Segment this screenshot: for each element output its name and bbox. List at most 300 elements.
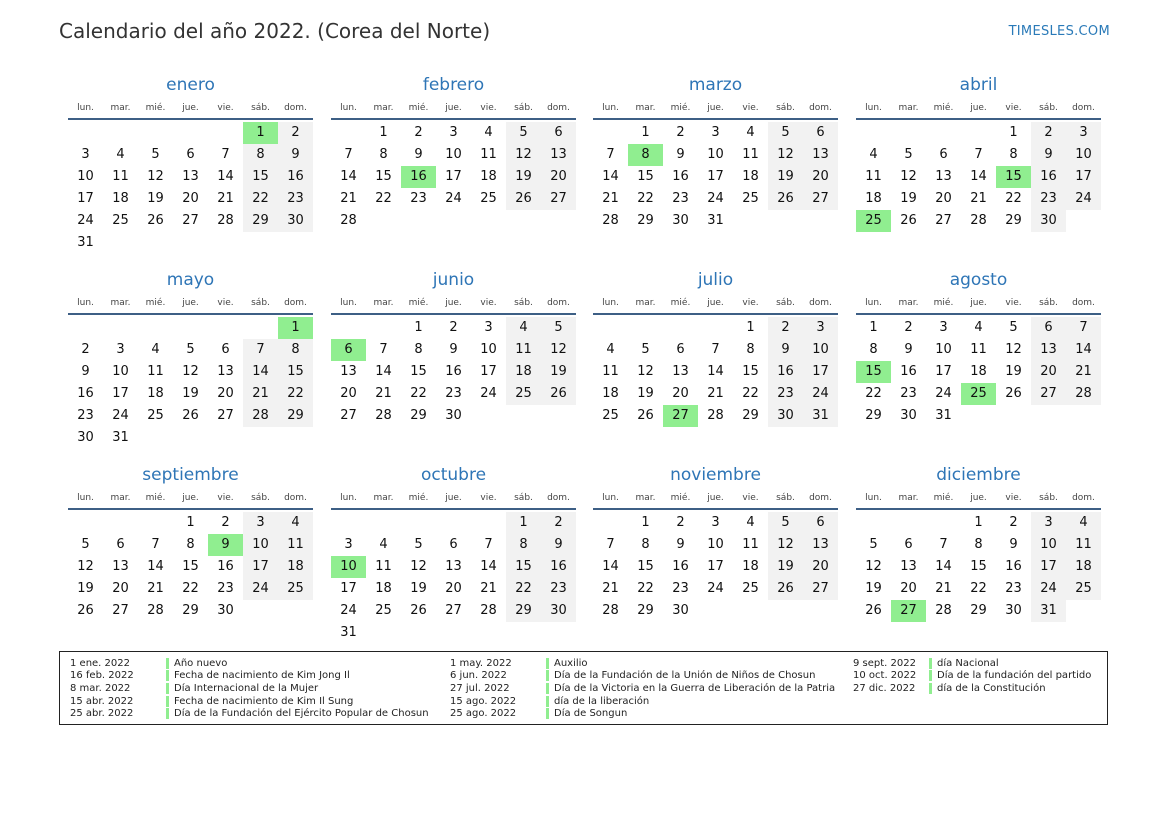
weekday-label: dom. <box>1072 493 1095 503</box>
weekday-label: lun. <box>865 103 882 113</box>
day-cell: 9 <box>278 144 313 166</box>
day-cell: 21 <box>1066 361 1101 383</box>
day-cell: 7 <box>974 147 983 162</box>
day-cell: 5 <box>151 147 160 162</box>
day-cell: 19 <box>77 581 94 596</box>
day-cell: 29 <box>278 405 313 427</box>
day-cell: 29 <box>506 600 541 622</box>
day-cell: 28 <box>970 213 987 228</box>
day-cell: 24 <box>243 578 278 600</box>
day-cell: 17 <box>112 386 129 401</box>
day-cell: 20 <box>217 386 234 401</box>
day-cell: 16 <box>1031 166 1066 188</box>
legend-date: 15 ago. 2022 <box>450 695 517 707</box>
day-cell: 17 <box>1066 166 1101 188</box>
day-cell: 20 <box>803 166 838 188</box>
month-name: diciembre <box>936 465 1021 485</box>
legend-date: 6 jun. 2022 <box>450 670 507 682</box>
day-cell: 29 <box>1005 213 1022 228</box>
day-cell: 6 <box>186 147 195 162</box>
legend-name: Año nuevo <box>174 657 228 669</box>
day-cell: 17 <box>480 364 497 379</box>
day-cell: 16 <box>278 166 313 188</box>
day-cell: 17 <box>935 364 952 379</box>
page-title: Calendario del año 2022. (Corea del Norte) <box>59 19 491 43</box>
day-cell: 10 <box>707 537 724 552</box>
legend-row <box>450 707 835 720</box>
weekday-header <box>856 295 1101 311</box>
legend-name: Día de la Fundación del Ejército Popular de Chosun <box>174 708 429 720</box>
day-cell: 28 <box>147 603 164 618</box>
day-cell: 26 <box>147 213 164 228</box>
holiday-day-cell: 15 <box>996 166 1031 188</box>
day-cell: 15 <box>637 169 654 184</box>
month-noviembre <box>593 464 838 622</box>
day-cell: 3 <box>1031 512 1066 534</box>
day-cell: 13 <box>803 144 838 166</box>
day-cell: 15 <box>970 559 987 574</box>
day-cell: 17 <box>803 361 838 383</box>
weekday-label: jue. <box>445 493 462 503</box>
day-cell: 9 <box>1009 537 1018 552</box>
day-cell: 21 <box>243 383 278 405</box>
weekday-label: dom. <box>284 103 307 113</box>
day-cell: 14 <box>243 361 278 383</box>
weekday-label: mar. <box>110 298 131 308</box>
month-name: junio <box>432 270 475 290</box>
day-cell: 19 <box>637 386 654 401</box>
day-cell: 8 <box>974 537 983 552</box>
day-cell: 3 <box>711 515 720 530</box>
weekday-label: sáb. <box>1039 298 1058 308</box>
day-cell: 7 <box>243 339 278 361</box>
day-cell: 16 <box>900 364 917 379</box>
day-cell: 26 <box>506 188 541 210</box>
day-cell: 17 <box>707 169 724 184</box>
day-grid <box>68 122 313 254</box>
day-cell: 19 <box>541 361 576 383</box>
weekday-label: mié. <box>145 298 166 308</box>
day-cell: 23 <box>1005 581 1022 596</box>
legend-marker <box>546 683 549 694</box>
weekday-label: lun. <box>865 298 882 308</box>
day-cell: 21 <box>480 581 497 596</box>
weekday-label: dom. <box>809 493 832 503</box>
month-agosto <box>856 269 1101 427</box>
weekday-label: mié. <box>670 493 691 503</box>
day-cell: 31 <box>340 625 357 640</box>
month-febrero <box>331 74 576 232</box>
day-grid <box>593 122 838 232</box>
day-cell: 8 <box>243 144 278 166</box>
day-cell: 23 <box>768 383 803 405</box>
day-cell: 3 <box>939 320 948 335</box>
legend-marker <box>546 658 549 669</box>
day-cell: 19 <box>410 581 427 596</box>
legend-row <box>70 682 429 695</box>
holiday-day-cell: 1 <box>278 317 313 339</box>
day-cell: 20 <box>340 386 357 401</box>
day-cell: 2 <box>676 125 685 140</box>
day-cell: 22 <box>637 191 654 206</box>
weekday-label: jue. <box>445 298 462 308</box>
day-cell: 7 <box>379 342 388 357</box>
day-cell: 29 <box>637 213 654 228</box>
weekday-label: lun. <box>77 493 94 503</box>
day-cell: 26 <box>768 188 803 210</box>
weekday-label: dom. <box>547 103 570 113</box>
month-name: agosto <box>949 270 1008 290</box>
day-cell: 23 <box>1031 188 1066 210</box>
day-cell: 26 <box>410 603 427 618</box>
day-cell: 22 <box>243 188 278 210</box>
day-cell: 14 <box>707 364 724 379</box>
weekday-label: lun. <box>602 298 619 308</box>
legend-marker <box>166 696 169 707</box>
month-rule <box>856 118 1101 120</box>
day-cell: 28 <box>480 603 497 618</box>
legend-marker <box>166 683 169 694</box>
day-cell: 23 <box>672 581 689 596</box>
day-cell: 7 <box>221 147 230 162</box>
day-cell: 14 <box>602 169 619 184</box>
weekday-label: sáb. <box>251 103 270 113</box>
day-cell: 22 <box>278 383 313 405</box>
day-cell: 12 <box>900 169 917 184</box>
day-cell: 18 <box>742 169 759 184</box>
day-cell: 16 <box>768 361 803 383</box>
day-cell: 25 <box>1066 578 1101 600</box>
legend-date: 1 ene. 2022 <box>70 657 130 669</box>
day-cell: 13 <box>541 144 576 166</box>
day-cell: 3 <box>344 537 353 552</box>
day-cell: 6 <box>803 512 838 534</box>
day-cell: 10 <box>480 342 497 357</box>
day-cell: 28 <box>243 405 278 427</box>
day-cell: 15 <box>375 169 392 184</box>
day-cell: 8 <box>414 342 423 357</box>
day-cell: 19 <box>768 166 803 188</box>
month-rule <box>593 508 838 510</box>
day-cell: 31 <box>935 408 952 423</box>
day-cell: 1 <box>746 320 755 335</box>
day-cell: 21 <box>375 386 392 401</box>
day-cell: 21 <box>707 386 724 401</box>
day-cell: 27 <box>112 603 129 618</box>
day-cell: 31 <box>803 405 838 427</box>
weekday-label: mié. <box>145 103 166 113</box>
day-cell: 12 <box>637 364 654 379</box>
legend-marker <box>929 683 932 694</box>
day-grid <box>856 317 1101 427</box>
day-cell: 7 <box>1066 317 1101 339</box>
day-cell: 8 <box>746 342 755 357</box>
day-cell: 30 <box>1005 603 1022 618</box>
day-cell: 4 <box>484 125 493 140</box>
holiday-day-cell: 9 <box>208 534 243 556</box>
day-cell: 12 <box>506 144 541 166</box>
day-cell: 1 <box>641 515 650 530</box>
day-cell: 7 <box>606 537 615 552</box>
day-cell: 26 <box>637 408 654 423</box>
month-rule <box>856 313 1101 315</box>
day-cell: 11 <box>742 147 759 162</box>
legend-marker <box>166 670 169 681</box>
weekday-label: lun. <box>77 103 94 113</box>
day-cell: 30 <box>541 600 576 622</box>
day-cell: 6 <box>904 537 913 552</box>
day-cell: 4 <box>869 147 878 162</box>
day-cell: 2 <box>541 512 576 534</box>
legend-date: 15 abr. 2022 <box>70 695 134 707</box>
day-cell: 5 <box>869 537 878 552</box>
day-cell: 16 <box>672 169 689 184</box>
day-cell: 24 <box>1031 578 1066 600</box>
day-cell: 29 <box>410 408 427 423</box>
day-cell: 23 <box>410 191 427 206</box>
legend-name: Día de la fundación del partido <box>937 670 1092 682</box>
day-cell: 27 <box>935 213 952 228</box>
day-cell: 29 <box>182 603 199 618</box>
day-cell: 4 <box>746 125 755 140</box>
day-cell: 28 <box>707 408 724 423</box>
day-cell: 11 <box>1066 534 1101 556</box>
legend-marker <box>546 696 549 707</box>
holiday-day-cell: 15 <box>856 361 891 383</box>
day-cell: 27 <box>803 578 838 600</box>
day-cell: 11 <box>865 169 882 184</box>
weekday-label: sáb. <box>1039 103 1058 113</box>
day-cell: 5 <box>414 537 423 552</box>
day-cell: 4 <box>746 515 755 530</box>
day-cell: 20 <box>935 191 952 206</box>
day-cell: 10 <box>803 339 838 361</box>
day-cell: 22 <box>506 578 541 600</box>
day-cell: 4 <box>606 342 615 357</box>
legend-date: 27 jul. 2022 <box>450 682 510 694</box>
day-cell: 26 <box>900 213 917 228</box>
day-cell: 17 <box>445 169 462 184</box>
day-grid <box>331 317 576 427</box>
day-cell: 19 <box>1005 364 1022 379</box>
weekday-label: dom. <box>809 298 832 308</box>
legend-date: 9 sept. 2022 <box>853 657 916 669</box>
day-cell: 2 <box>768 317 803 339</box>
day-cell: 26 <box>865 603 882 618</box>
weekday-label: dom. <box>547 493 570 503</box>
day-cell: 25 <box>742 581 759 596</box>
day-cell: 24 <box>935 386 952 401</box>
day-cell: 9 <box>449 342 458 357</box>
day-cell: 8 <box>186 537 195 552</box>
legend-row <box>853 682 1091 695</box>
day-cell: 21 <box>602 191 619 206</box>
legend-marker <box>546 670 549 681</box>
day-cell: 1 <box>869 320 878 335</box>
legend-row <box>450 695 835 708</box>
day-cell: 18 <box>1066 556 1101 578</box>
day-cell: 12 <box>768 144 803 166</box>
weekday-label: vie. <box>742 298 759 308</box>
site-link[interactable]: TIMESLES.COM <box>1008 24 1110 39</box>
day-cell: 8 <box>641 537 650 552</box>
weekday-label: dom. <box>1072 103 1095 113</box>
weekday-label: sáb. <box>514 493 533 503</box>
month-rule <box>856 508 1101 510</box>
month-rule <box>593 118 838 120</box>
day-cell: 13 <box>182 169 199 184</box>
day-cell: 30 <box>278 210 313 232</box>
weekday-label: jue. <box>182 298 199 308</box>
day-cell: 16 <box>445 364 462 379</box>
day-cell: 1 <box>641 125 650 140</box>
day-grid <box>593 317 838 427</box>
day-cell: 24 <box>480 386 497 401</box>
weekday-label: dom. <box>547 298 570 308</box>
day-cell: 29 <box>243 210 278 232</box>
day-cell: 4 <box>1066 512 1101 534</box>
day-cell: 12 <box>77 559 94 574</box>
weekday-label: vie. <box>217 493 234 503</box>
holiday-day-cell: 27 <box>891 600 926 622</box>
weekday-label: dom. <box>284 493 307 503</box>
weekday-label: mié. <box>933 298 954 308</box>
legend-row <box>70 707 429 720</box>
weekday-header <box>331 295 576 311</box>
day-cell: 17 <box>707 559 724 574</box>
day-cell: 2 <box>1009 515 1018 530</box>
month-rule <box>331 313 576 315</box>
weekday-label: mar. <box>898 493 919 503</box>
day-cell: 15 <box>637 559 654 574</box>
day-cell: 14 <box>375 364 392 379</box>
weekday-label: vie. <box>1005 103 1022 113</box>
weekday-label: sáb. <box>776 493 795 503</box>
day-cell: 14 <box>602 559 619 574</box>
day-cell: 12 <box>541 339 576 361</box>
day-cell: 28 <box>602 603 619 618</box>
day-cell: 28 <box>602 213 619 228</box>
day-cell: 9 <box>676 147 685 162</box>
day-cell: 28 <box>340 213 357 228</box>
day-cell: 4 <box>278 512 313 534</box>
weekday-label: sáb. <box>251 298 270 308</box>
legend-row <box>450 657 835 670</box>
weekday-label: vie. <box>1005 298 1022 308</box>
day-cell: 31 <box>112 430 129 445</box>
weekday-label: sáb. <box>514 298 533 308</box>
month-name: noviembre <box>670 465 761 485</box>
day-cell: 20 <box>182 191 199 206</box>
day-cell: 4 <box>116 147 125 162</box>
legend-name: Día Internacional de la Mujer <box>174 682 319 694</box>
day-cell: 30 <box>445 408 462 423</box>
weekday-label: mar. <box>635 298 656 308</box>
weekday-label: dom. <box>809 103 832 113</box>
legend-row <box>450 670 835 683</box>
day-cell: 30 <box>77 430 94 445</box>
day-cell: 2 <box>81 342 90 357</box>
day-cell: 24 <box>803 383 838 405</box>
weekday-label: jue. <box>707 298 724 308</box>
day-grid <box>331 122 576 232</box>
day-cell: 5 <box>768 122 803 144</box>
month-name: octubre <box>420 465 487 485</box>
day-cell: 12 <box>410 559 427 574</box>
day-cell: 11 <box>278 534 313 556</box>
day-cell: 13 <box>217 364 234 379</box>
day-cell: 10 <box>77 169 94 184</box>
weekday-label: lun. <box>77 298 94 308</box>
weekday-label: mar. <box>373 298 394 308</box>
day-cell: 13 <box>900 559 917 574</box>
day-cell: 8 <box>278 339 313 361</box>
day-cell: 27 <box>541 188 576 210</box>
day-cell: 25 <box>480 191 497 206</box>
weekday-label: jue. <box>445 103 462 113</box>
day-cell: 28 <box>375 408 392 423</box>
day-cell: 22 <box>375 191 392 206</box>
weekday-label: mar. <box>110 103 131 113</box>
day-cell: 31 <box>707 213 724 228</box>
day-cell: 4 <box>974 320 983 335</box>
month-name: enero <box>166 75 215 95</box>
day-cell: 24 <box>707 191 724 206</box>
weekday-label: vie. <box>217 103 234 113</box>
day-cell: 24 <box>1066 188 1101 210</box>
day-cell: 12 <box>147 169 164 184</box>
weekday-label: vie. <box>480 103 497 113</box>
weekday-header <box>331 100 576 116</box>
day-cell: 14 <box>340 169 357 184</box>
weekday-label: mié. <box>670 298 691 308</box>
day-cell: 19 <box>768 556 803 578</box>
day-cell: 9 <box>768 339 803 361</box>
day-cell: 12 <box>182 364 199 379</box>
day-cell: 4 <box>379 537 388 552</box>
day-cell: 16 <box>672 559 689 574</box>
day-cell: 9 <box>414 147 423 162</box>
day-cell: 3 <box>81 147 90 162</box>
day-cell: 5 <box>541 317 576 339</box>
day-cell: 19 <box>182 386 199 401</box>
month-diciembre <box>856 464 1101 622</box>
holiday-day-cell: 25 <box>961 383 996 405</box>
month-name: julio <box>697 270 734 290</box>
day-cell: 18 <box>865 191 882 206</box>
day-cell: 30 <box>1031 210 1066 232</box>
month-marzo <box>593 74 838 232</box>
day-cell: 12 <box>865 559 882 574</box>
day-cell: 2 <box>414 125 423 140</box>
weekday-label: lun. <box>340 103 357 113</box>
weekday-label: mié. <box>933 103 954 113</box>
day-cell: 20 <box>672 386 689 401</box>
day-cell: 13 <box>340 364 357 379</box>
day-cell: 5 <box>506 122 541 144</box>
day-grid <box>331 512 576 644</box>
day-cell: 2 <box>676 515 685 530</box>
day-cell: 2 <box>449 320 458 335</box>
day-grid <box>856 122 1101 232</box>
day-cell: 21 <box>970 191 987 206</box>
day-cell: 11 <box>970 342 987 357</box>
day-cell: 8 <box>379 147 388 162</box>
day-cell: 13 <box>672 364 689 379</box>
day-cell: 3 <box>449 125 458 140</box>
day-cell: 17 <box>243 556 278 578</box>
day-cell: 23 <box>77 408 94 423</box>
